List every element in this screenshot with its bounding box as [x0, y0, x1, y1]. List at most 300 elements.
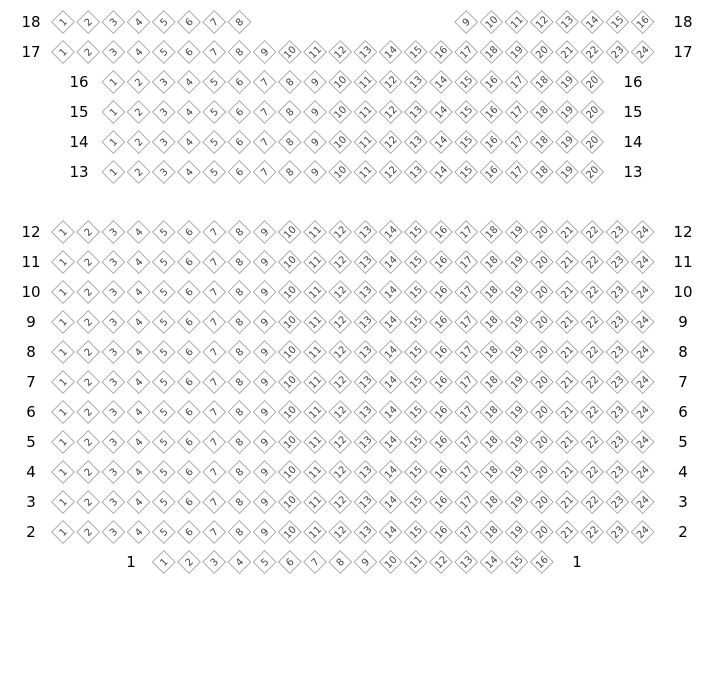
- seat-14-7[interactable]: [253, 131, 276, 154]
- seat-12-15[interactable]: [404, 221, 427, 244]
- seat-13-6[interactable]: [228, 161, 251, 184]
- seat-2-24[interactable]: [631, 521, 654, 544]
- seat-2-6[interactable]: [178, 521, 201, 544]
- seat-16-15[interactable]: [455, 71, 478, 94]
- seat-6-14[interactable]: [379, 401, 402, 424]
- seat-8-19[interactable]: [505, 341, 528, 364]
- seat-13-14[interactable]: [430, 161, 453, 184]
- seat-12-1[interactable]: [52, 221, 75, 244]
- seat-9-7[interactable]: [203, 311, 226, 334]
- seat-11-14[interactable]: [379, 251, 402, 274]
- seat-16-7[interactable]: [253, 71, 276, 94]
- seat-17-9[interactable]: [253, 41, 276, 64]
- seat-1-10[interactable]: [379, 551, 402, 574]
- seat-12-19[interactable]: [505, 221, 528, 244]
- seat-6-6[interactable]: [178, 401, 201, 424]
- seat-10-19[interactable]: [505, 281, 528, 304]
- seat-17-8[interactable]: [228, 41, 251, 64]
- seat-3-4[interactable]: [127, 491, 150, 514]
- seat-10-23[interactable]: [606, 281, 629, 304]
- seat-5-16[interactable]: [430, 431, 453, 454]
- seat-17-13[interactable]: [354, 41, 377, 64]
- seat-16-3[interactable]: [152, 71, 175, 94]
- seat-7-15[interactable]: [404, 371, 427, 394]
- seat-3-19[interactable]: [505, 491, 528, 514]
- seat-13-7[interactable]: [253, 161, 276, 184]
- seat-3-9[interactable]: [253, 491, 276, 514]
- seat-10-4[interactable]: [127, 281, 150, 304]
- seat-5-10[interactable]: [278, 431, 301, 454]
- seat-9-24[interactable]: [631, 311, 654, 334]
- seat-4-5[interactable]: [152, 461, 175, 484]
- seat-1-6[interactable]: [278, 551, 301, 574]
- seat-13-16[interactable]: [480, 161, 503, 184]
- seat-15-18[interactable]: [530, 101, 553, 124]
- seat-2-13[interactable]: [354, 521, 377, 544]
- seat-9-1[interactable]: [52, 311, 75, 334]
- seat-9-3[interactable]: [102, 311, 125, 334]
- seat-15-12[interactable]: [379, 101, 402, 124]
- seat-10-7[interactable]: [203, 281, 226, 304]
- seat-17-14[interactable]: [379, 41, 402, 64]
- seat-1-16[interactable]: [530, 551, 553, 574]
- seat-4-12[interactable]: [329, 461, 352, 484]
- seat-6-24[interactable]: [631, 401, 654, 424]
- seat-12-17[interactable]: [455, 221, 478, 244]
- seat-2-12[interactable]: [329, 521, 352, 544]
- seat-3-6[interactable]: [178, 491, 201, 514]
- seat-7-1[interactable]: [52, 371, 75, 394]
- seat-1-7[interactable]: [304, 551, 327, 574]
- seat-11-17[interactable]: [455, 251, 478, 274]
- seat-2-9[interactable]: [253, 521, 276, 544]
- seat-7-24[interactable]: [631, 371, 654, 394]
- seat-5-3[interactable]: [102, 431, 125, 454]
- seat-8-23[interactable]: [606, 341, 629, 364]
- seat-5-13[interactable]: [354, 431, 377, 454]
- seat-15-5[interactable]: [203, 101, 226, 124]
- seat-17-12[interactable]: [329, 41, 352, 64]
- seat-15-4[interactable]: [178, 101, 201, 124]
- seat-3-1[interactable]: [52, 491, 75, 514]
- seat-11-2[interactable]: [77, 251, 100, 274]
- seat-13-10[interactable]: [329, 161, 352, 184]
- seat-15-14[interactable]: [430, 101, 453, 124]
- seat-13-3[interactable]: [152, 161, 175, 184]
- seat-1-5[interactable]: [253, 551, 276, 574]
- seat-18-2[interactable]: [77, 11, 100, 34]
- seat-1-13[interactable]: [455, 551, 478, 574]
- seat-3-20[interactable]: [530, 491, 553, 514]
- seat-5-18[interactable]: [480, 431, 503, 454]
- seat-11-11[interactable]: [304, 251, 327, 274]
- seat-2-1[interactable]: [52, 521, 75, 544]
- seat-8-10[interactable]: [278, 341, 301, 364]
- seat-15-15[interactable]: [455, 101, 478, 124]
- seat-5-7[interactable]: [203, 431, 226, 454]
- seat-8-6[interactable]: [178, 341, 201, 364]
- seat-4-11[interactable]: [304, 461, 327, 484]
- seat-13-1[interactable]: [102, 161, 125, 184]
- seat-4-23[interactable]: [606, 461, 629, 484]
- seat-9-14[interactable]: [379, 311, 402, 334]
- seat-16-17[interactable]: [505, 71, 528, 94]
- seat-9-23[interactable]: [606, 311, 629, 334]
- seat-15-10[interactable]: [329, 101, 352, 124]
- seat-13-5[interactable]: [203, 161, 226, 184]
- seat-6-2[interactable]: [77, 401, 100, 424]
- seat-10-15[interactable]: [404, 281, 427, 304]
- seat-3-17[interactable]: [455, 491, 478, 514]
- seat-14-9[interactable]: [304, 131, 327, 154]
- seat-5-21[interactable]: [556, 431, 579, 454]
- seat-17-15[interactable]: [404, 41, 427, 64]
- seat-15-2[interactable]: [127, 101, 150, 124]
- seat-5-9[interactable]: [253, 431, 276, 454]
- seat-5-2[interactable]: [77, 431, 100, 454]
- seat-16-2[interactable]: [127, 71, 150, 94]
- seat-4-20[interactable]: [530, 461, 553, 484]
- seat-1-14[interactable]: [480, 551, 503, 574]
- seat-4-24[interactable]: [631, 461, 654, 484]
- seat-7-18[interactable]: [480, 371, 503, 394]
- seat-5-1[interactable]: [52, 431, 75, 454]
- seat-2-17[interactable]: [455, 521, 478, 544]
- seat-2-3[interactable]: [102, 521, 125, 544]
- seat-8-15[interactable]: [404, 341, 427, 364]
- seat-8-4[interactable]: [127, 341, 150, 364]
- seat-9-18[interactable]: [480, 311, 503, 334]
- seat-15-7[interactable]: [253, 101, 276, 124]
- seat-16-8[interactable]: [278, 71, 301, 94]
- seat-14-3[interactable]: [152, 131, 175, 154]
- seat-10-12[interactable]: [329, 281, 352, 304]
- seat-14-13[interactable]: [404, 131, 427, 154]
- seat-17-16[interactable]: [430, 41, 453, 64]
- seat-1-9[interactable]: [354, 551, 377, 574]
- seat-10-16[interactable]: [430, 281, 453, 304]
- seat-17-22[interactable]: [581, 41, 604, 64]
- seat-12-9[interactable]: [253, 221, 276, 244]
- seat-8-13[interactable]: [354, 341, 377, 364]
- seat-8-18[interactable]: [480, 341, 503, 364]
- seat-18-3[interactable]: [102, 11, 125, 34]
- seat-5-24[interactable]: [631, 431, 654, 454]
- seat-2-21[interactable]: [556, 521, 579, 544]
- seat-10-1[interactable]: [52, 281, 75, 304]
- seat-3-12[interactable]: [329, 491, 352, 514]
- seat-12-11[interactable]: [304, 221, 327, 244]
- seat-1-4[interactable]: [228, 551, 251, 574]
- seat-7-12[interactable]: [329, 371, 352, 394]
- seat-14-5[interactable]: [203, 131, 226, 154]
- seat-11-8[interactable]: [228, 251, 251, 274]
- seat-8-14[interactable]: [379, 341, 402, 364]
- seat-2-11[interactable]: [304, 521, 327, 544]
- seat-9-10[interactable]: [278, 311, 301, 334]
- seat-9-12[interactable]: [329, 311, 352, 334]
- seat-9-15[interactable]: [404, 311, 427, 334]
- seat-11-23[interactable]: [606, 251, 629, 274]
- seat-10-22[interactable]: [581, 281, 604, 304]
- seat-9-8[interactable]: [228, 311, 251, 334]
- seat-17-3[interactable]: [102, 41, 125, 64]
- seat-9-17[interactable]: [455, 311, 478, 334]
- seat-15-1[interactable]: [102, 101, 125, 124]
- seat-12-18[interactable]: [480, 221, 503, 244]
- seat-17-11[interactable]: [304, 41, 327, 64]
- seat-3-11[interactable]: [304, 491, 327, 514]
- seat-6-18[interactable]: [480, 401, 503, 424]
- seat-8-8[interactable]: [228, 341, 251, 364]
- seat-9-13[interactable]: [354, 311, 377, 334]
- seat-2-7[interactable]: [203, 521, 226, 544]
- seat-5-17[interactable]: [455, 431, 478, 454]
- seat-16-19[interactable]: [556, 71, 579, 94]
- seat-6-10[interactable]: [278, 401, 301, 424]
- seat-13-4[interactable]: [178, 161, 201, 184]
- seat-5-20[interactable]: [530, 431, 553, 454]
- seat-8-21[interactable]: [556, 341, 579, 364]
- seat-2-19[interactable]: [505, 521, 528, 544]
- seat-12-6[interactable]: [178, 221, 201, 244]
- seat-7-4[interactable]: [127, 371, 150, 394]
- seat-3-8[interactable]: [228, 491, 251, 514]
- seat-10-20[interactable]: [530, 281, 553, 304]
- seat-14-20[interactable]: [581, 131, 604, 154]
- seat-2-23[interactable]: [606, 521, 629, 544]
- seat-6-5[interactable]: [152, 401, 175, 424]
- seat-11-7[interactable]: [203, 251, 226, 274]
- seat-16-12[interactable]: [379, 71, 402, 94]
- seat-7-14[interactable]: [379, 371, 402, 394]
- seat-6-7[interactable]: [203, 401, 226, 424]
- seat-7-6[interactable]: [178, 371, 201, 394]
- seat-7-9[interactable]: [253, 371, 276, 394]
- seat-4-2[interactable]: [77, 461, 100, 484]
- seat-5-14[interactable]: [379, 431, 402, 454]
- seat-7-7[interactable]: [203, 371, 226, 394]
- seat-16-1[interactable]: [102, 71, 125, 94]
- seat-9-9[interactable]: [253, 311, 276, 334]
- seat-16-20[interactable]: [581, 71, 604, 94]
- seat-14-16[interactable]: [480, 131, 503, 154]
- seat-6-1[interactable]: [52, 401, 75, 424]
- seat-1-3[interactable]: [203, 551, 226, 574]
- seat-9-6[interactable]: [178, 311, 201, 334]
- seat-6-11[interactable]: [304, 401, 327, 424]
- seat-7-11[interactable]: [304, 371, 327, 394]
- seat-12-2[interactable]: [77, 221, 100, 244]
- seat-16-14[interactable]: [430, 71, 453, 94]
- seat-1-12[interactable]: [430, 551, 453, 574]
- seat-15-17[interactable]: [505, 101, 528, 124]
- seat-7-8[interactable]: [228, 371, 251, 394]
- seat-17-4[interactable]: [127, 41, 150, 64]
- seat-6-13[interactable]: [354, 401, 377, 424]
- seat-4-21[interactable]: [556, 461, 579, 484]
- seat-2-5[interactable]: [152, 521, 175, 544]
- seat-18-15[interactable]: [606, 11, 629, 34]
- seat-12-16[interactable]: [430, 221, 453, 244]
- seat-1-15[interactable]: [505, 551, 528, 574]
- seat-10-24[interactable]: [631, 281, 654, 304]
- seat-4-15[interactable]: [404, 461, 427, 484]
- seat-3-15[interactable]: [404, 491, 427, 514]
- seat-4-7[interactable]: [203, 461, 226, 484]
- seat-13-9[interactable]: [304, 161, 327, 184]
- seat-10-13[interactable]: [354, 281, 377, 304]
- seat-8-3[interactable]: [102, 341, 125, 364]
- seat-4-8[interactable]: [228, 461, 251, 484]
- seat-10-2[interactable]: [77, 281, 100, 304]
- seat-8-9[interactable]: [253, 341, 276, 364]
- seat-5-15[interactable]: [404, 431, 427, 454]
- seat-6-19[interactable]: [505, 401, 528, 424]
- seat-15-20[interactable]: [581, 101, 604, 124]
- seat-16-5[interactable]: [203, 71, 226, 94]
- seat-8-24[interactable]: [631, 341, 654, 364]
- seat-3-23[interactable]: [606, 491, 629, 514]
- seat-10-6[interactable]: [178, 281, 201, 304]
- seat-12-10[interactable]: [278, 221, 301, 244]
- seat-17-10[interactable]: [278, 41, 301, 64]
- seat-9-4[interactable]: [127, 311, 150, 334]
- seat-2-8[interactable]: [228, 521, 251, 544]
- seat-12-13[interactable]: [354, 221, 377, 244]
- seat-9-11[interactable]: [304, 311, 327, 334]
- seat-12-7[interactable]: [203, 221, 226, 244]
- seat-11-21[interactable]: [556, 251, 579, 274]
- seat-3-5[interactable]: [152, 491, 175, 514]
- seat-5-6[interactable]: [178, 431, 201, 454]
- seat-3-2[interactable]: [77, 491, 100, 514]
- seat-15-16[interactable]: [480, 101, 503, 124]
- seat-6-9[interactable]: [253, 401, 276, 424]
- seat-7-13[interactable]: [354, 371, 377, 394]
- seat-15-8[interactable]: [278, 101, 301, 124]
- seat-16-10[interactable]: [329, 71, 352, 94]
- seat-13-19[interactable]: [556, 161, 579, 184]
- seat-18-10[interactable]: [480, 11, 503, 34]
- seat-18-9[interactable]: [455, 11, 478, 34]
- seat-4-18[interactable]: [480, 461, 503, 484]
- seat-17-6[interactable]: [178, 41, 201, 64]
- seat-17-23[interactable]: [606, 41, 629, 64]
- seat-8-5[interactable]: [152, 341, 175, 364]
- seat-10-17[interactable]: [455, 281, 478, 304]
- seat-14-12[interactable]: [379, 131, 402, 154]
- seat-8-12[interactable]: [329, 341, 352, 364]
- seat-12-5[interactable]: [152, 221, 175, 244]
- seat-17-24[interactable]: [631, 41, 654, 64]
- seat-10-9[interactable]: [253, 281, 276, 304]
- seat-18-12[interactable]: [530, 11, 553, 34]
- seat-5-8[interactable]: [228, 431, 251, 454]
- seat-13-20[interactable]: [581, 161, 604, 184]
- seat-1-8[interactable]: [329, 551, 352, 574]
- seat-14-10[interactable]: [329, 131, 352, 154]
- seat-10-11[interactable]: [304, 281, 327, 304]
- seat-2-20[interactable]: [530, 521, 553, 544]
- seat-18-5[interactable]: [152, 11, 175, 34]
- seat-18-11[interactable]: [505, 11, 528, 34]
- seat-18-14[interactable]: [581, 11, 604, 34]
- seat-5-23[interactable]: [606, 431, 629, 454]
- seat-9-20[interactable]: [530, 311, 553, 334]
- seat-11-15[interactable]: [404, 251, 427, 274]
- seat-6-12[interactable]: [329, 401, 352, 424]
- seat-4-17[interactable]: [455, 461, 478, 484]
- seat-17-5[interactable]: [152, 41, 175, 64]
- seat-2-4[interactable]: [127, 521, 150, 544]
- seat-3-10[interactable]: [278, 491, 301, 514]
- seat-9-2[interactable]: [77, 311, 100, 334]
- seat-3-22[interactable]: [581, 491, 604, 514]
- seat-2-16[interactable]: [430, 521, 453, 544]
- seat-14-8[interactable]: [278, 131, 301, 154]
- seat-5-4[interactable]: [127, 431, 150, 454]
- seat-2-2[interactable]: [77, 521, 100, 544]
- seat-4-10[interactable]: [278, 461, 301, 484]
- seat-15-11[interactable]: [354, 101, 377, 124]
- seat-5-12[interactable]: [329, 431, 352, 454]
- seat-7-16[interactable]: [430, 371, 453, 394]
- seat-3-13[interactable]: [354, 491, 377, 514]
- seat-7-23[interactable]: [606, 371, 629, 394]
- seat-18-1[interactable]: [52, 11, 75, 34]
- seat-16-13[interactable]: [404, 71, 427, 94]
- seat-5-5[interactable]: [152, 431, 175, 454]
- seat-18-8[interactable]: [228, 11, 251, 34]
- seat-12-23[interactable]: [606, 221, 629, 244]
- seat-8-22[interactable]: [581, 341, 604, 364]
- seat-13-15[interactable]: [455, 161, 478, 184]
- seat-14-17[interactable]: [505, 131, 528, 154]
- seat-7-5[interactable]: [152, 371, 175, 394]
- seat-15-9[interactable]: [304, 101, 327, 124]
- seat-11-1[interactable]: [52, 251, 75, 274]
- seat-2-15[interactable]: [404, 521, 427, 544]
- seat-2-18[interactable]: [480, 521, 503, 544]
- seat-14-1[interactable]: [102, 131, 125, 154]
- seat-11-10[interactable]: [278, 251, 301, 274]
- seat-16-16[interactable]: [480, 71, 503, 94]
- seat-4-19[interactable]: [505, 461, 528, 484]
- seat-17-20[interactable]: [530, 41, 553, 64]
- seat-12-14[interactable]: [379, 221, 402, 244]
- seat-14-4[interactable]: [178, 131, 201, 154]
- seat-11-19[interactable]: [505, 251, 528, 274]
- seat-11-18[interactable]: [480, 251, 503, 274]
- seat-11-9[interactable]: [253, 251, 276, 274]
- seat-15-3[interactable]: [152, 101, 175, 124]
- seat-12-4[interactable]: [127, 221, 150, 244]
- seat-2-10[interactable]: [278, 521, 301, 544]
- seat-10-3[interactable]: [102, 281, 125, 304]
- seat-17-17[interactable]: [455, 41, 478, 64]
- seat-11-5[interactable]: [152, 251, 175, 274]
- seat-5-19[interactable]: [505, 431, 528, 454]
- seat-11-3[interactable]: [102, 251, 125, 274]
- seat-6-16[interactable]: [430, 401, 453, 424]
- seat-14-14[interactable]: [430, 131, 453, 154]
- seat-7-3[interactable]: [102, 371, 125, 394]
- seat-12-21[interactable]: [556, 221, 579, 244]
- seat-14-11[interactable]: [354, 131, 377, 154]
- seat-10-10[interactable]: [278, 281, 301, 304]
- seat-2-14[interactable]: [379, 521, 402, 544]
